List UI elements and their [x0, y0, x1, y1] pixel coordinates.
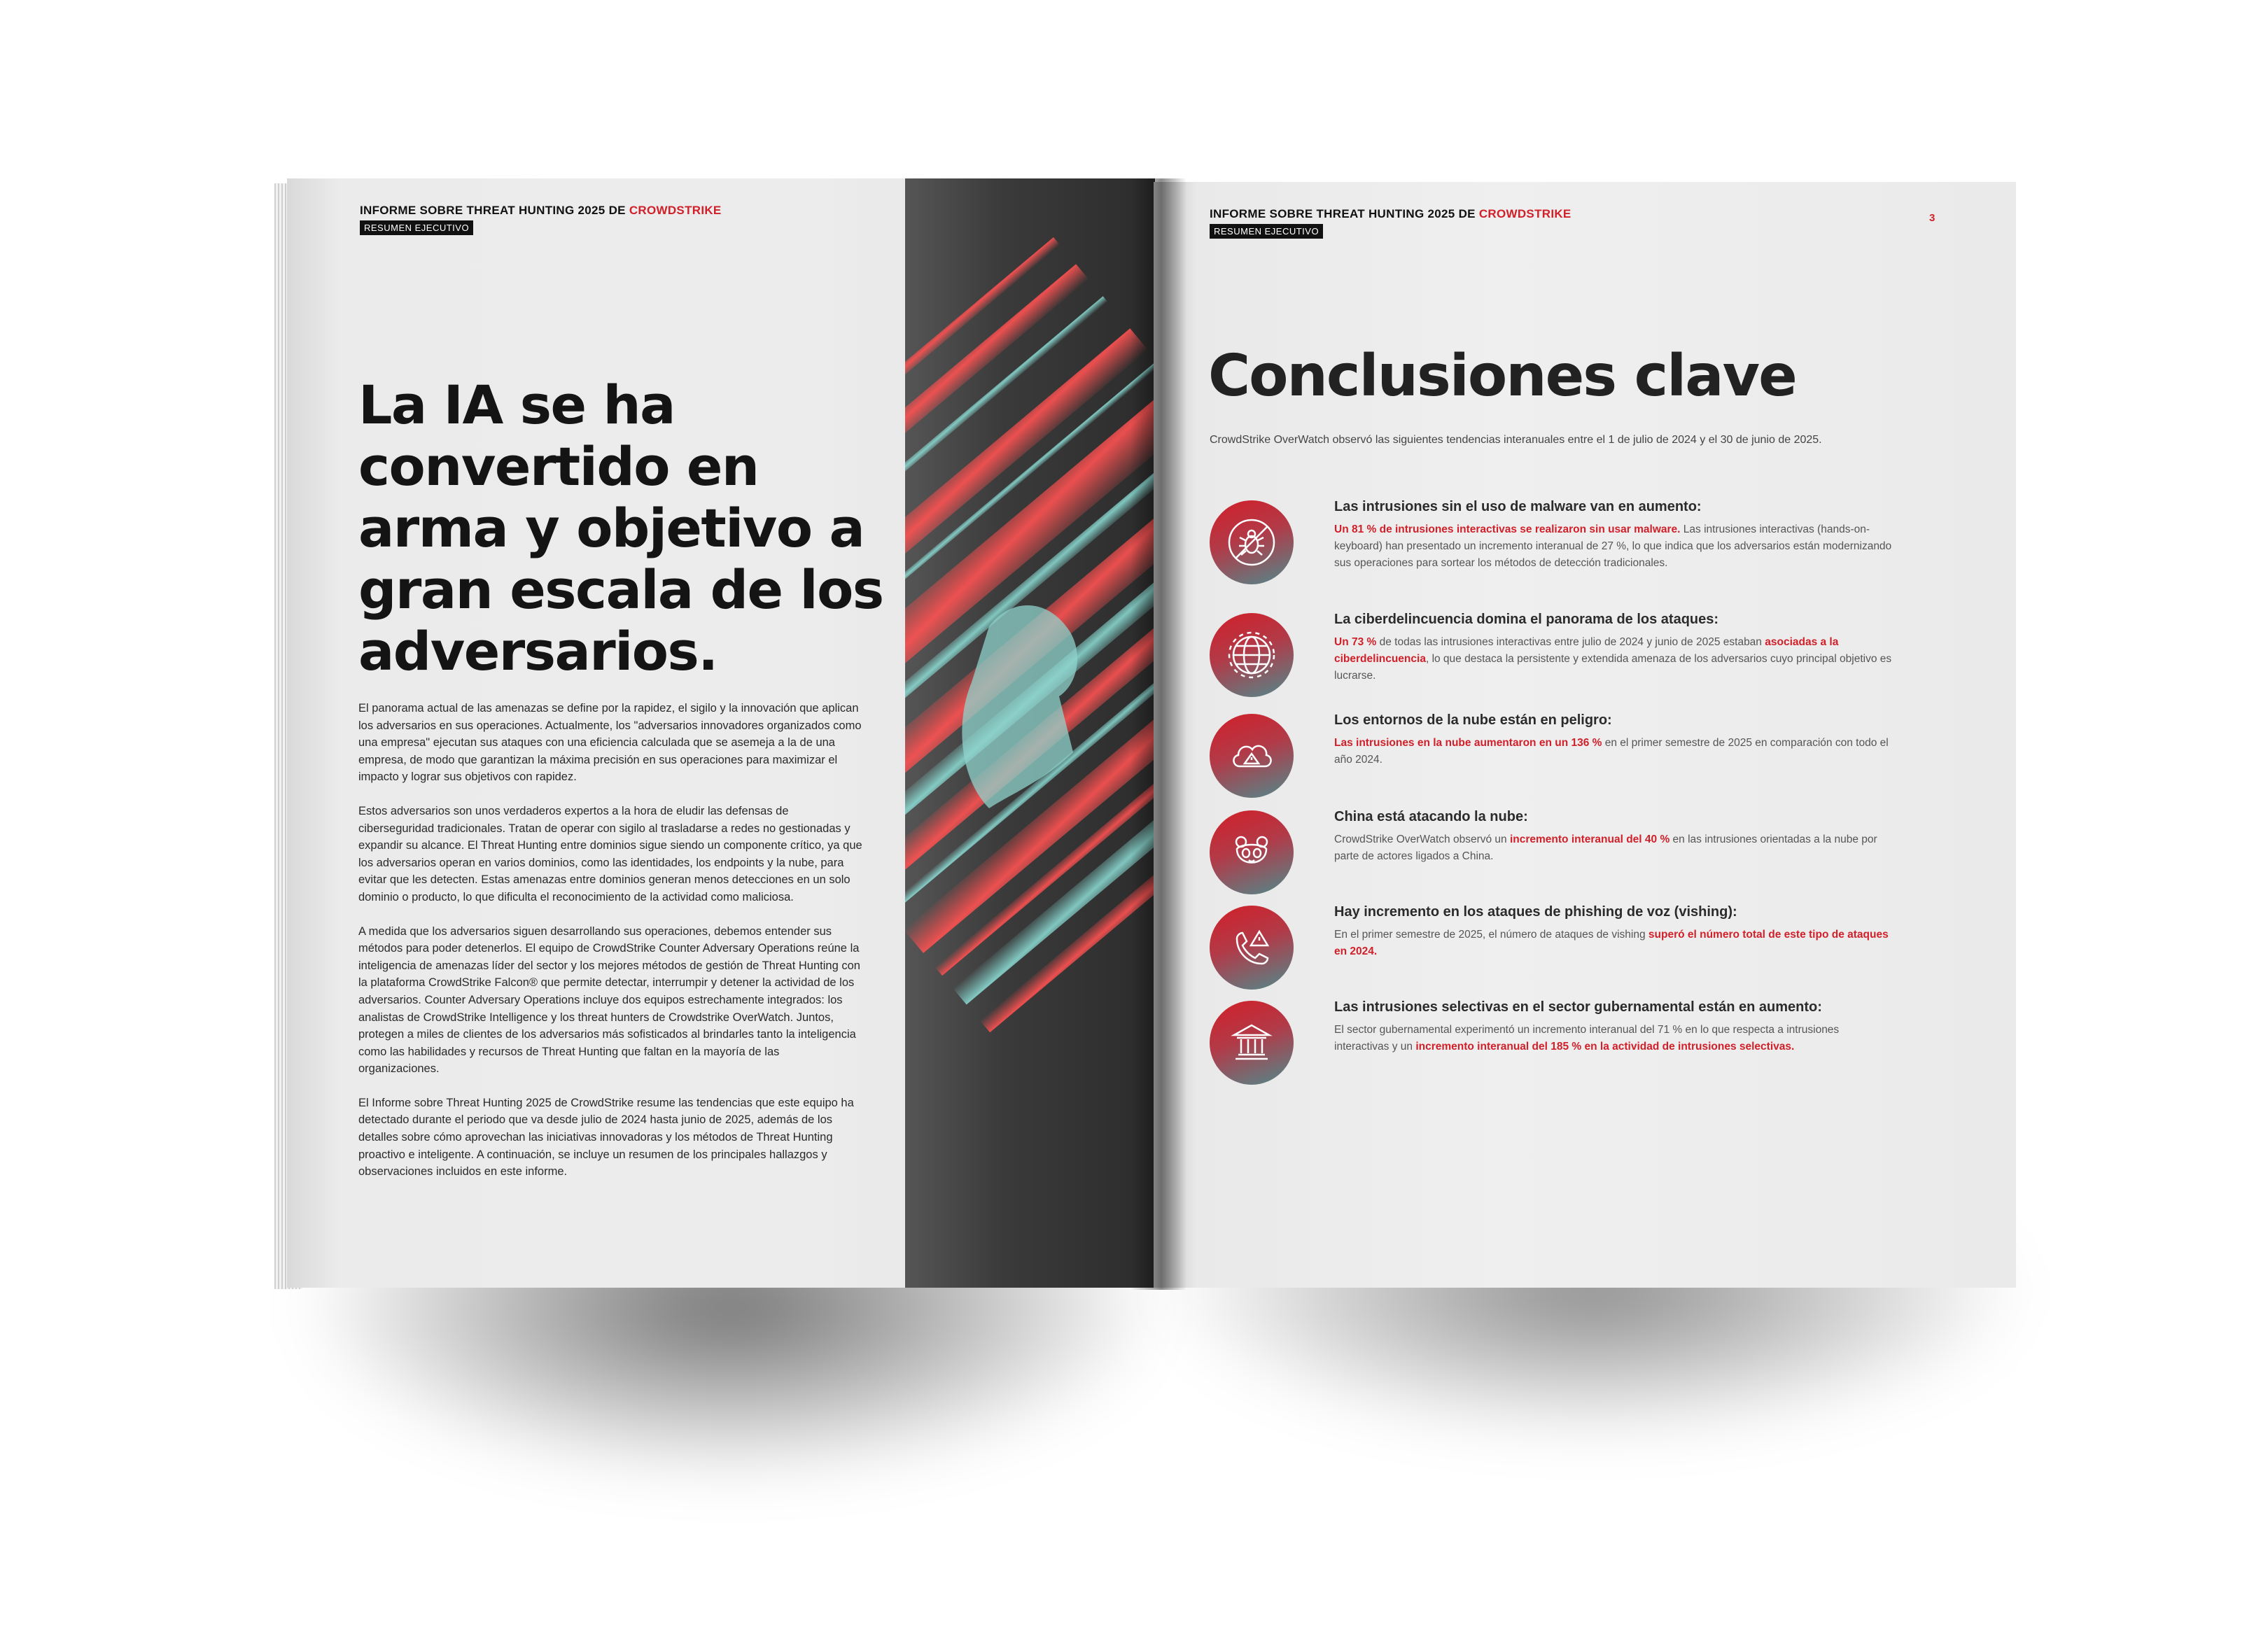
- cover-artwork: [905, 178, 1155, 1288]
- page-number: 3: [1929, 212, 1935, 224]
- key-finding: [1210, 613, 1966, 697]
- brand-name: CROWDSTRIKE: [1478, 207, 1572, 220]
- finding-body: Un 73 % de todas las intrusiones interactivas entre julio de 2024 y junio de 2025 estaban asociadas a la ciberdelincuencia, lo que destaca la persistente y extendida amenaza de los adversarios cuyo principal objetivo es lucrarse.: [1334, 636, 1892, 682]
- report-header: [360, 204, 722, 218]
- body-text: [358, 700, 862, 1197]
- finding-body: Las intrusiones en la nube aumentaron en un 136 % en el primer semestre de 2025 en comparación con todo el año 2024.: [1334, 737, 1889, 766]
- government-building-icon: [1210, 1001, 1294, 1085]
- finding-title: La ciberdelincuencia domina el panorama de los ataques:: [1334, 612, 1719, 627]
- report-header-title: INFORME SOBRE THREAT HUNTING 2025 DE: [1210, 207, 1479, 220]
- finding-title: Las intrusiones sin el uso de malware van en aumento:: [1334, 499, 1702, 514]
- phone-warning-icon: [1210, 906, 1294, 990]
- intro-text: CrowdStrike OverWatch observó las siguientes tendencias interanuales entre el 1 de julio de 2024 y el 30 de junio de 2025.: [1210, 434, 1822, 446]
- paragraph: A medida que los adversarios siguen desarrollando sus operaciones, debemos entender sus métodos para poder detenerlos. El equipo de CrowdStrike Counter Adversary Operations reúne la inteligencia de amenazas líder del sector y los mejores métodos de gestión de Threat Hunting con la plataforma CrowdStrike Falcon® que permite detectar, interrumpir y detener la actividad de los adversarios. Counter Adversary Operations incluye dos equipos estrechamente integrados: los analistas de CrowdStrike Intelligence y los threat hunters de Crowdstrike OverWatch. Juntos, protegen a miles de clientes de los adversarios más sofisticados al brindarles tanto la inteligencia como las habilidades y recursos de Threat Hunting que faltan en la mayoría de las organizaciones.: [358, 924, 860, 1076]
- section-badge: RESUMEN EJECUTIVO: [360, 220, 473, 235]
- report-header-title: INFORME SOBRE THREAT HUNTING 2025 DE: [360, 204, 629, 217]
- globe-target-icon: [1210, 613, 1294, 697]
- finding-title: Hay incremento en los ataques de phishing de voz (vishing):: [1334, 904, 1737, 920]
- key-finding: [1210, 810, 1966, 894]
- key-finding: [1210, 906, 1966, 990]
- right-page: [1154, 182, 2016, 1288]
- paragraph: El Informe sobre Threat Hunting 2025 de CrowdStrike resume las tendencias que este equipo ha detectado durante el periodo que va desde julio de 2024 hasta junio de 2025, además de los detalles sobre cómo aprovechan las iniciativas innovadoras y los métodos de Threat Hunting proactivo e inteligente. A continuación, se incluye un resumen de los principales hallazgos y observaciones incluidos en este informe.: [358, 1096, 854, 1179]
- key-finding: [1210, 500, 1966, 584]
- artwork-streaks: [905, 178, 1155, 1288]
- finding-title: Las intrusiones selectivas en el sector gubernamental están en aumento:: [1334, 999, 1822, 1015]
- finding-body: En el primer semestre de 2025, el número de ataques de vishing superó el número total de este tipo de ataques en 2024.: [1334, 929, 1889, 957]
- left-page: [287, 178, 1155, 1288]
- cloud-warning-icon: [1210, 714, 1294, 798]
- finding-title: China está atacando la nube:: [1334, 809, 1528, 824]
- finding-body: CrowdStrike OverWatch observó un incremento interanual del 40 % en las intrusiones orientadas a la nube por parte de actores ligados a China.: [1334, 833, 1877, 862]
- brand-name: CROWDSTRIKE: [629, 204, 722, 217]
- bug-icon: [1210, 500, 1294, 584]
- key-finding: [1210, 714, 1966, 798]
- page-title: Conclusiones clave: [1208, 343, 1796, 409]
- paragraph: Estos adversarios son unos verdaderos expertos a la hora de eludir las defensas de ciberseguridad tradicionales. Tratan de operar con sigilo al trasladarse a redes no gestionadas y expandir su alcance. El Threat Hunting entre dominios sigue siendo un componente crítico, ya que los adversarios operan en varios dominios, como las identidades, los endpoints y la nube, para evitar que les detecten. Estas amenazas entre dominios generan menos detecciones en un solo dominio o producto, lo que dificulta el reconocimiento de la actividad como maliciosa.: [358, 804, 862, 903]
- paragraph: El panorama actual de las amenazas se define por la rapidez, el sigilo y la innovación que aplican los adversarios en sus operaciones. Actualmente, los "adversarios innovadores organizados como una empresa" ejecutan sus ataques con una eficiencia calculada que se asemeja a la de una empresa, de modo que garantizan la máxima precisión en sus operaciones para maximizar el impacto y lograr sus objetivos con rapidez.: [358, 702, 862, 784]
- panda-icon: [1210, 810, 1294, 894]
- key-finding: [1210, 1001, 1966, 1085]
- finding-title: Los entornos de la nube están en peligro:: [1334, 712, 1612, 728]
- page-headline: La IA se ha convertido en arma y objetivo a gran escala de los adversarios.: [358, 374, 883, 682]
- section-badge: RESUMEN EJECUTIVO: [1210, 224, 1323, 239]
- finding-body: El sector gubernamental experimentó un incremento interanual del 71 % en lo que respecta a intrusiones interactivas y un incremento interanual del 185 % en la actividad de intrusiones selectivas.: [1334, 1024, 1840, 1053]
- report-header: [1210, 207, 1572, 221]
- finding-body: Un 81 % de intrusiones interactivas se realizaron sin usar malware. Las intrusiones interactivas (hands-on-keyboard) han presentado un incremento interanual de 27 %, lo que indica que los adversarios están modernizando sus operaciones para sortear los métodos de detección tradicionales.: [1334, 523, 1892, 569]
- horse-silhouette: [962, 605, 1077, 808]
